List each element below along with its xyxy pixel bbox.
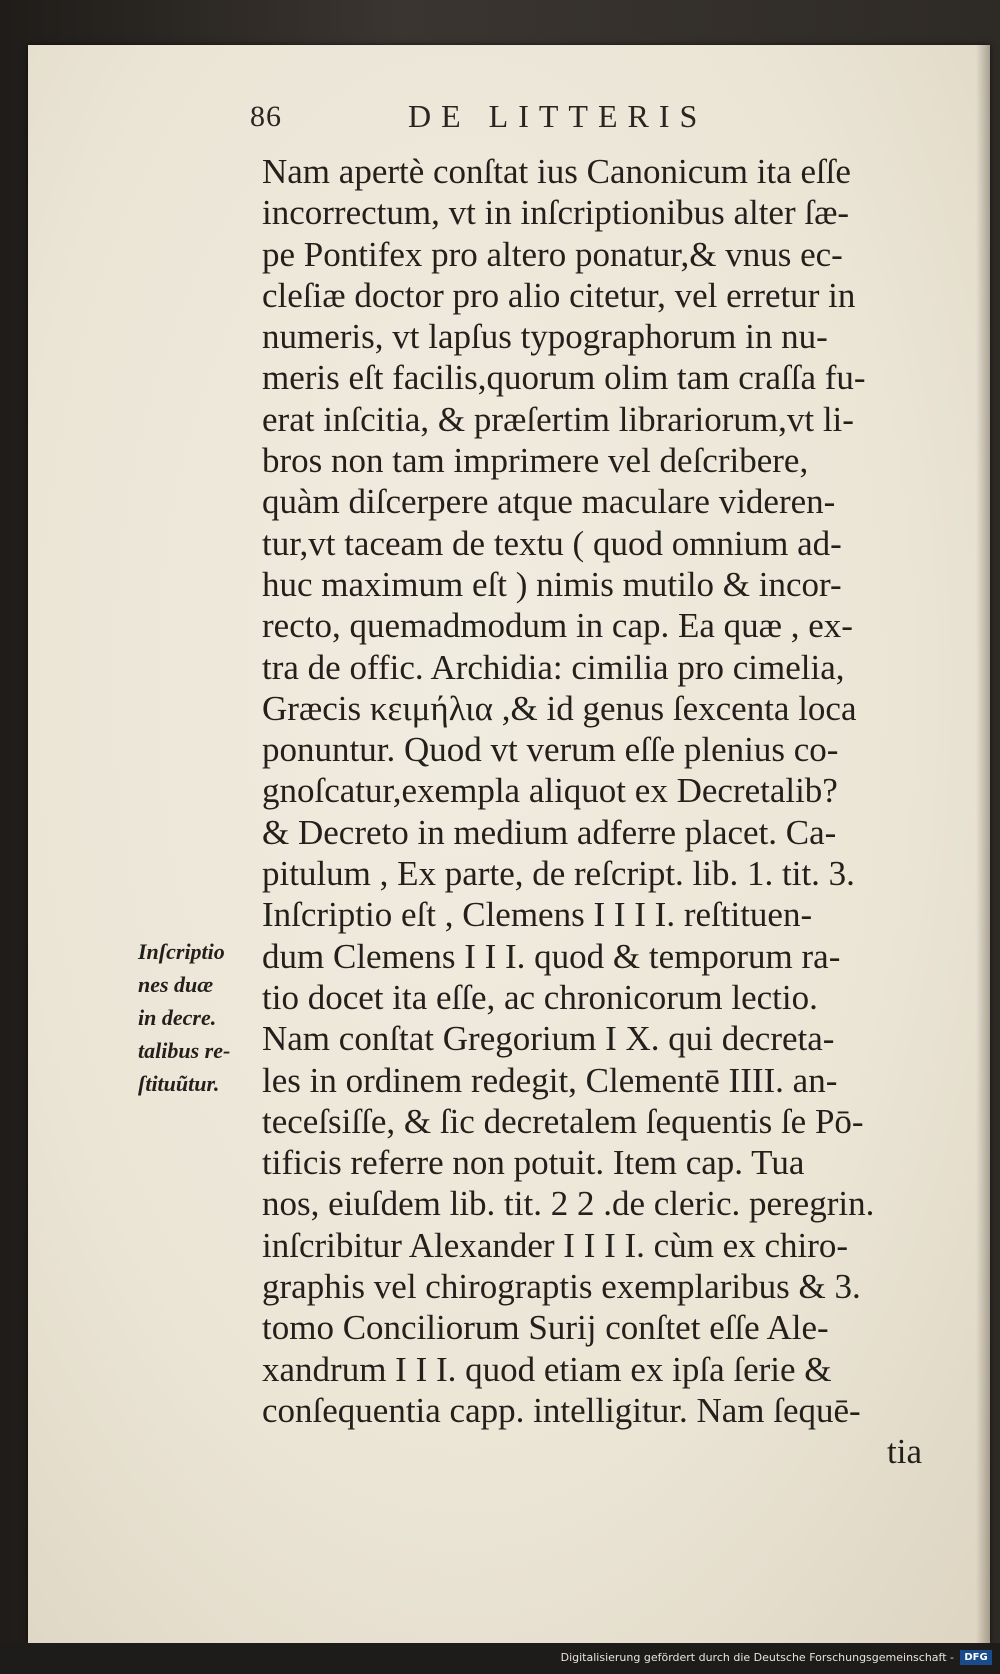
catchword: tia — [887, 1432, 922, 1472]
text-line: numeris, vt lapſus typographorum in nu- — [262, 317, 828, 357]
text-line: tur,vt taceam de textu ( quod omnium ad- — [262, 523, 842, 563]
running-head: DE LITTERIS — [408, 98, 708, 134]
text-line: & Decreto in medium adferre placet. Ca- — [262, 812, 837, 852]
text-line: tio docet ita eſſe, ac chronicorum lectio. — [262, 977, 818, 1017]
text-line: cleſiæ doctor pro alio citetur, vel erretur in — [262, 275, 856, 315]
margin-note — [138, 935, 268, 1100]
text-line: tificis referre non potuit. Item cap. Tua — [262, 1143, 805, 1183]
text-line: gnoſcatur,exempla aliquot ex Decretalib? — [262, 771, 838, 811]
text-line: bros non tam imprimere vel deſcribere, — [262, 441, 809, 481]
text-line: huc maximum eſt ) nimis mutilo & incor- — [262, 564, 842, 604]
dfg-logo: DFG — [960, 1650, 992, 1665]
text-line: Nam conſtat Gregorium I X. qui decreta- — [262, 1019, 835, 1059]
text-line: Nam apertè conſtat ius Canonicum ita eſſe — [262, 152, 851, 191]
margin-note-line: nes duæ — [138, 972, 214, 997]
text-line: ponuntur. Quod vt verum eſſe plenius co- — [262, 730, 839, 770]
body-text — [262, 151, 952, 1473]
text-line: xandrum I I I. quod etiam ex ipſa ſerie & — [262, 1349, 832, 1389]
margin-note-line: Inſcriptio — [138, 939, 225, 964]
margin-note-line: ſtituũtur. — [138, 1071, 220, 1096]
page-header — [250, 100, 770, 150]
margin-note-line: talibus re- — [138, 1038, 231, 1063]
text-line: les in ordinem redegit, Clementē IIII. an- — [262, 1060, 838, 1100]
text-line: recto, quemadmodum in cap. Ea quæ , ex- — [262, 606, 853, 646]
text-line: conſequentia capp. intelligitur. Nam ſequē- — [262, 1390, 861, 1430]
text-line: graphis vel chirograptis exemplaribus & 3. — [262, 1267, 861, 1307]
text-line: nos, eiuſdem lib. tit. 2 2 .de cleric. peregrin. — [262, 1184, 875, 1224]
text-line: tomo Conciliorum Surij conſtet eſſe Ale- — [262, 1308, 829, 1348]
text-line: inſcribitur Alexander I I I I. cùm ex chiro- — [262, 1225, 849, 1265]
text-line: erat inſcitia, & præſertim librariorum,vt li- — [262, 399, 854, 439]
text-line: tra de offic. Archidia: cimilia pro cimelia, — [262, 647, 845, 687]
text-line: Græcis κειμήλια ,& id genus ſexcenta loca — [262, 688, 857, 728]
text-line: dum Clemens I I I. quod & temporum ra- — [262, 936, 841, 976]
text-line: incorrectum, vt in inſcriptionibus alter ſæ- — [262, 193, 850, 233]
page-number: 86 — [250, 100, 282, 133]
text-line: quàm diſcerpere atque maculare videren- — [262, 482, 836, 522]
funding-credit: Digitalisierung gefördert durch die Deutsche Forschungsgemeinschaft - — [560, 1651, 954, 1664]
text-line: Inſcriptio eſt , Clemens I I I I. reſtituen- — [262, 895, 813, 935]
text-line: meris eſt facilis,quorum olim tam craſſa fu- — [262, 358, 866, 398]
page-edge-shadow — [976, 45, 990, 1643]
text-line: pitulum , Ex parte, de reſcript. lib. 1. tit. 3. — [262, 854, 855, 894]
text-line: pe Pontifex pro altero ponatur,& vnus ec- — [262, 234, 843, 274]
text-line: teceſsiſſe, & ſic decretalem ſequentis ſe Pō- — [262, 1101, 864, 1141]
footer-bar — [0, 1643, 1000, 1674]
margin-note-line: in decre. — [138, 1005, 217, 1030]
